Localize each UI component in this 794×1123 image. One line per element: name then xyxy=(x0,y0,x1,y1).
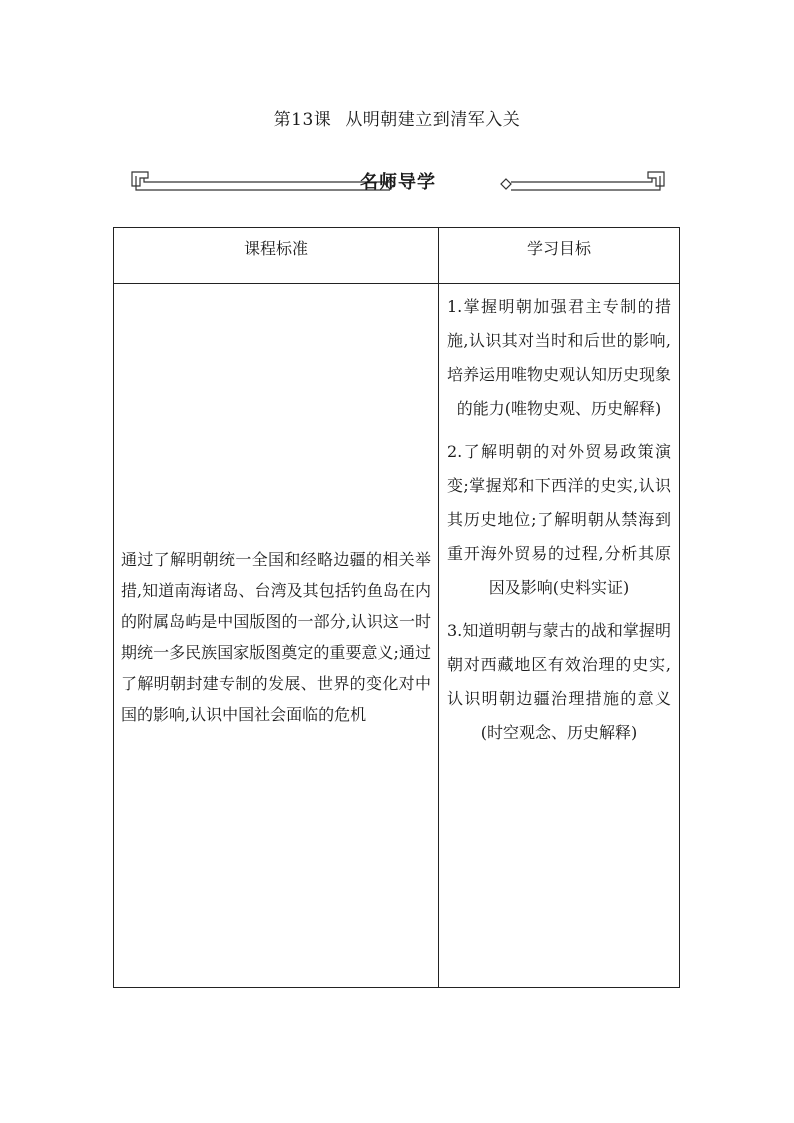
objective-item: 3.知道明朝与蒙古的战和掌握明朝对西藏地区有效治理的史实,认识明朝边疆治理措施的意义(时空观念、历史解释) xyxy=(447,621,671,742)
lesson-name: 从明朝建立到清军入关 xyxy=(345,110,521,130)
header-curriculum-standard: 课程标准 xyxy=(243,239,308,258)
lesson-number: 第13课 xyxy=(273,110,332,130)
header-learning-objectives: 学习目标 xyxy=(526,239,591,258)
banner-title: 名师导学 xyxy=(360,172,436,193)
learning-objectives-cell xyxy=(447,290,671,759)
section-banner xyxy=(128,166,668,196)
objective-item: 1.掌握明朝加强君主专制的措施,认识其对当时和后世的影响,培养运用唯物史观认知历史现象的能力(唯物史观、历史解释) xyxy=(447,297,672,418)
column-divider xyxy=(438,228,439,987)
curriculum-standard-text: 通过了解明朝统一全国和经略边疆的相关举措,知道南海诸岛、台湾及其包括钓鱼岛在内的附属岛屿是中国版图的一部分,认识这一时期统一多民族国家版图奠定的重要意义;通过了解明朝封建专制的发展、世界的变化对中国的影响,认识中国社会面临的危机 xyxy=(121,549,431,724)
curriculum-standard-cell xyxy=(114,284,438,987)
curriculum-table xyxy=(113,227,680,988)
lesson-title xyxy=(0,105,794,130)
objective-item: 2.了解明朝的对外贸易政策演变;掌握郑和下西洋的史实,认识其历史地位;了解明朝从禁海到重开海外贸易的过程,分析其原因及影响(史料实证) xyxy=(447,442,671,597)
